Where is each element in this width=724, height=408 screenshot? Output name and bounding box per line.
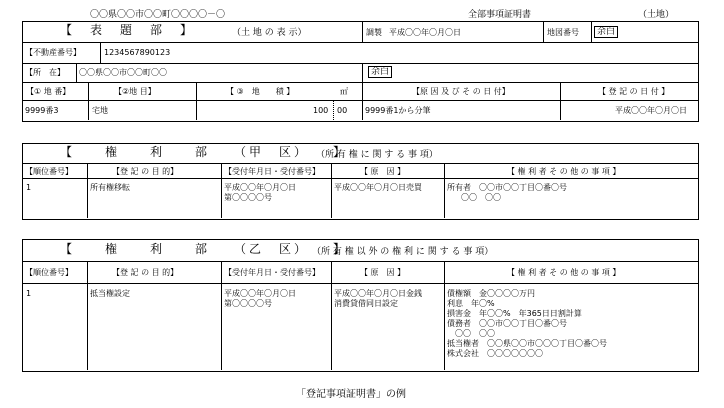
- certificate-type: （土地）: [638, 10, 675, 20]
- certificate-title: 全部事項証明書: [468, 10, 532, 20]
- col-chiseki: 【 ③ 地 積 】: [226, 87, 295, 96]
- chosei-label: 調製: [366, 28, 382, 37]
- otsu-row-genin-line2: 消費貸借同日設定: [334, 299, 398, 308]
- otsu-row-genin-line1: 平成〇〇年〇月〇日金銭: [334, 289, 422, 298]
- otsu-col-kenri: 【 権 利 者 そ の 他 の 事 項 】: [507, 268, 621, 277]
- row-genin: 9999番1から分筆: [365, 106, 431, 115]
- fudosan-label: 【不動産番号】: [25, 48, 81, 57]
- otsu-kenri-line: 債権額 金〇〇〇〇万円: [447, 289, 535, 298]
- otsu-row-uketsuke-number: 第〇〇〇〇号: [224, 299, 272, 308]
- row-chiseki-decimal: 00: [337, 106, 348, 115]
- otsu-row-uketsuke-date: 平成〇〇年〇月〇日: [224, 289, 296, 298]
- kou-col-mokuteki: 【登 記 の 目 的】: [112, 167, 179, 176]
- col-chimoku: 【②地 目】: [114, 87, 156, 96]
- col-chiseki-unit: ㎡: [340, 87, 348, 96]
- otsu-kenri-line: 抵当権者 〇〇県〇〇市〇〇〇丁目〇番〇号: [447, 339, 607, 348]
- otsu-kenri-line: 株式会社 〇〇〇〇〇〇〇: [447, 349, 543, 358]
- otsu-subtitle: （所 有 権 以 外 の 権 利 に 関 す る 事 項）: [312, 247, 494, 257]
- kou-row-uketsuke-date: 平成〇〇年〇月〇日: [224, 183, 296, 192]
- shozai-value: 〇〇県〇〇市〇〇町〇〇: [79, 68, 167, 77]
- figure-caption: 「登記事項証明書」の例: [296, 389, 406, 400]
- row-toki: 平成〇〇年〇月〇日: [615, 106, 687, 115]
- kou-row-uketsuke-number: 第〇〇〇〇号: [224, 193, 272, 202]
- otsu-kenri-line: 〇〇 〇〇: [447, 329, 495, 338]
- otsu-col-uketsuke: 【受付年月日・受付番号】: [224, 268, 320, 277]
- otsu-row-mokuteki: 抵当権設定: [90, 289, 130, 298]
- kou-row-mokuteki: 所有権移転: [90, 183, 130, 192]
- row-chimoku: 宅地: [92, 106, 108, 115]
- otsu-row-jun: 1: [26, 289, 32, 298]
- otsu-col-genin: 【 原 因 】: [360, 268, 406, 277]
- col-genin: 【原 因 及 び そ の 日 付】: [412, 87, 510, 96]
- kou-row-kenri-address: 所有者 〇〇市〇〇丁目〇番〇号: [447, 183, 567, 192]
- kou-title: 【 権 利 部 （甲 区） 】: [60, 145, 349, 159]
- row-chiseki: 100: [313, 106, 329, 115]
- map-number-label: 地図番号: [547, 28, 579, 37]
- otsu-kenri-line: 債務者 〇〇市〇〇丁目〇番〇号: [447, 319, 567, 328]
- hyodai-title: 【 表 題 部 】: [60, 23, 196, 37]
- shozai-label: 【所 在】: [25, 68, 65, 77]
- otsu-kenri-line: 利息 年〇%: [447, 299, 495, 308]
- otsu-kenri-line: 損害金 年〇〇% 年365日日割計算: [447, 309, 582, 318]
- hyodai-subtitle: （土 地 の 表 示）: [232, 28, 307, 38]
- otsu-col-jun: 【順位番号】: [25, 268, 73, 277]
- property-address: 〇〇県〇〇市〇〇町〇〇〇〇－〇: [90, 10, 226, 20]
- fudosan-value: 1234567890123: [104, 48, 171, 57]
- kou-col-uketsuke: 【受付年月日・受付番号】: [224, 167, 320, 176]
- otsu-col-mokuteki: 【登 記 の 目 的】: [112, 268, 179, 277]
- kou-col-genin: 【 原 因 】: [360, 167, 406, 176]
- shozai-yohaku: 余白: [368, 66, 392, 78]
- kou-subtitle: （所 有 権 に 関 す る 事 項）: [316, 150, 438, 160]
- map-number-value: 余白: [594, 26, 618, 38]
- kou-row-jun: 1: [26, 183, 32, 192]
- col-toki: 【 登 記 の 日 付 】: [598, 87, 670, 96]
- chosei-value: 平成〇〇年〇月〇日: [389, 28, 461, 37]
- kou-row-genin: 平成〇〇年〇月〇日売買: [334, 183, 422, 192]
- row-chiban: 9999番3: [25, 106, 59, 115]
- col-chiban: 【① 地 番】: [26, 87, 71, 96]
- otsu-title: 【 権 利 部 （乙 区） 】: [60, 242, 349, 256]
- kou-col-kenri: 【 権 利 者 そ の 他 の 事 項 】: [507, 167, 621, 176]
- kou-col-jun: 【順位番号】: [25, 167, 73, 176]
- kou-row-kenri-name: 〇〇 〇〇: [461, 193, 501, 202]
